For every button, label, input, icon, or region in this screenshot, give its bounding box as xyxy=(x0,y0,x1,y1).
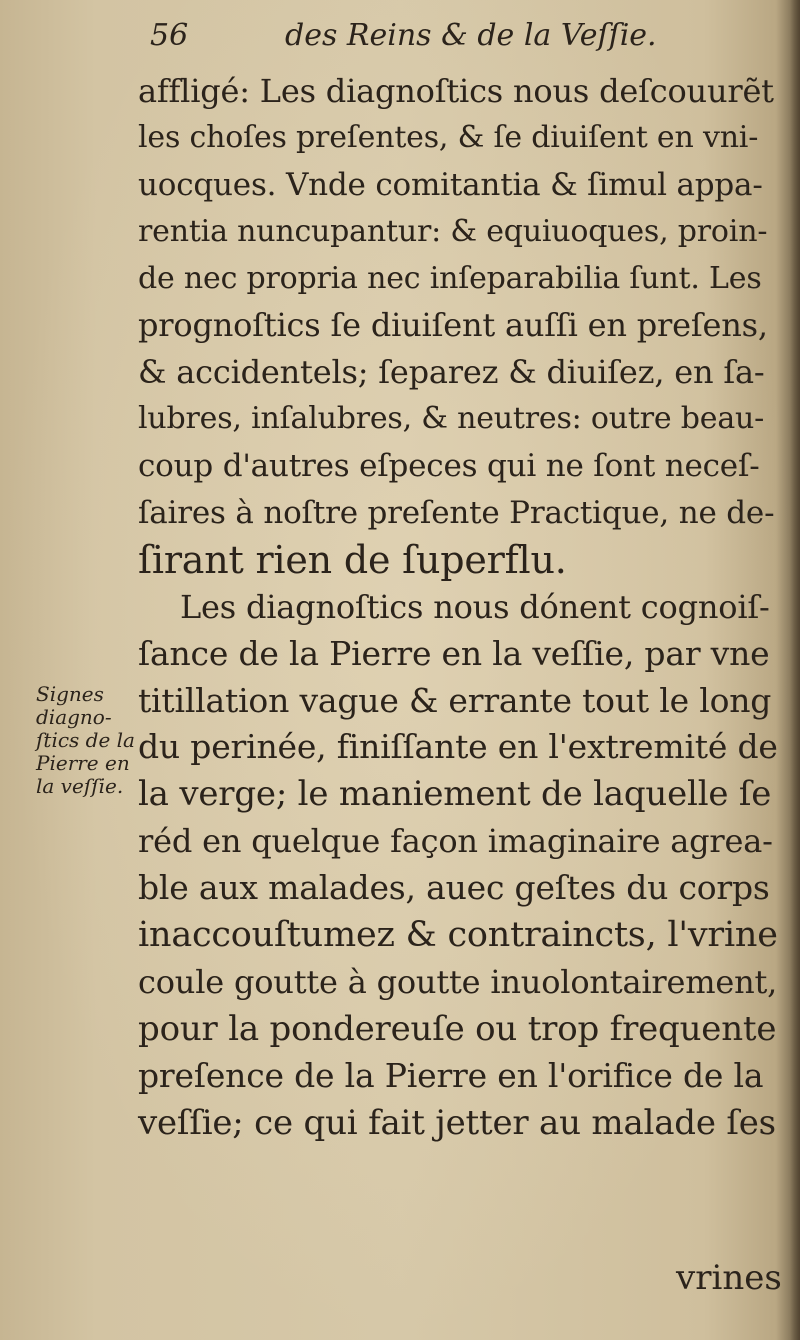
text-line: inaccouſtumez & contraincts, l'vrine xyxy=(138,915,778,956)
body-text xyxy=(138,68,778,1146)
running-head xyxy=(0,18,800,68)
page-edge-shadow xyxy=(790,0,800,1340)
text-line: de nec propria nec inſeparabilia ſunt. Les xyxy=(138,260,762,296)
page-number: 56 xyxy=(150,18,189,53)
text-line: coule goutte à goutte inuolontairement, xyxy=(138,962,778,1001)
text-line: ble aux malades, auec geſtes du corps xyxy=(138,868,770,908)
text-line-paragraph-start: Les diagnoſtics nous dónent cognoiſ- xyxy=(180,587,770,626)
margin-note-line: diagno- xyxy=(36,705,112,729)
text-line: ſance de la Pierre en la veſſie, par vne xyxy=(138,633,770,673)
text-line: pour la pondereuſe ou trop frequente xyxy=(138,1008,777,1049)
margin-note xyxy=(36,683,136,798)
text-line: affligé: Les diagnoſtics nous deſcouurẽt xyxy=(138,72,774,110)
text-line: coup d'autres eſpeces qui ne ſont neceſ- xyxy=(138,448,760,485)
catchword: vrines xyxy=(676,1258,782,1298)
margin-note-line: Pierre en xyxy=(36,751,130,775)
text-line: la verge; le maniement de laquelle ſe xyxy=(138,774,772,815)
margin-note-line: la veſſie. xyxy=(36,774,124,798)
margin-note-line: ſtics de la xyxy=(36,728,135,752)
text-line: & accidentels; ſeparez & diuiſez, en ſa- xyxy=(138,353,765,392)
text-line: réd en quelque façon imaginaire agrea- xyxy=(138,822,773,861)
text-line: lubres, inſalubres, & neutres: outre beau- xyxy=(138,401,765,437)
text-line: les choſes preſentes, & ſe diuiſent en vni- xyxy=(138,119,759,155)
margin-note-line: Signes xyxy=(36,682,104,706)
text-line: preſence de la Pierre en l'orifice de la xyxy=(138,1055,764,1095)
text-line: prognoſtics ſe diuiſent auſſi en preſens, xyxy=(138,306,768,345)
text-line: ſirant rien de ſuperflu. xyxy=(138,537,567,582)
running-head-title: des Reins & de la Veſſie. xyxy=(285,18,657,53)
text-line: titillation vague & errante tout le long xyxy=(138,680,772,720)
text-line: du perinée, finiſſante en l'extremité de xyxy=(138,727,778,767)
text-line: uocques. Vnde comitantia & ſimul appa- xyxy=(138,166,763,203)
text-line: ſaires à noſtre preſente Practique, ne de- xyxy=(138,495,775,532)
text-line: rentia nuncupantur: & equiuoques, proin- xyxy=(138,213,768,249)
text-line: veſſie; ce qui fait jetter au malade ſes xyxy=(138,1102,776,1143)
